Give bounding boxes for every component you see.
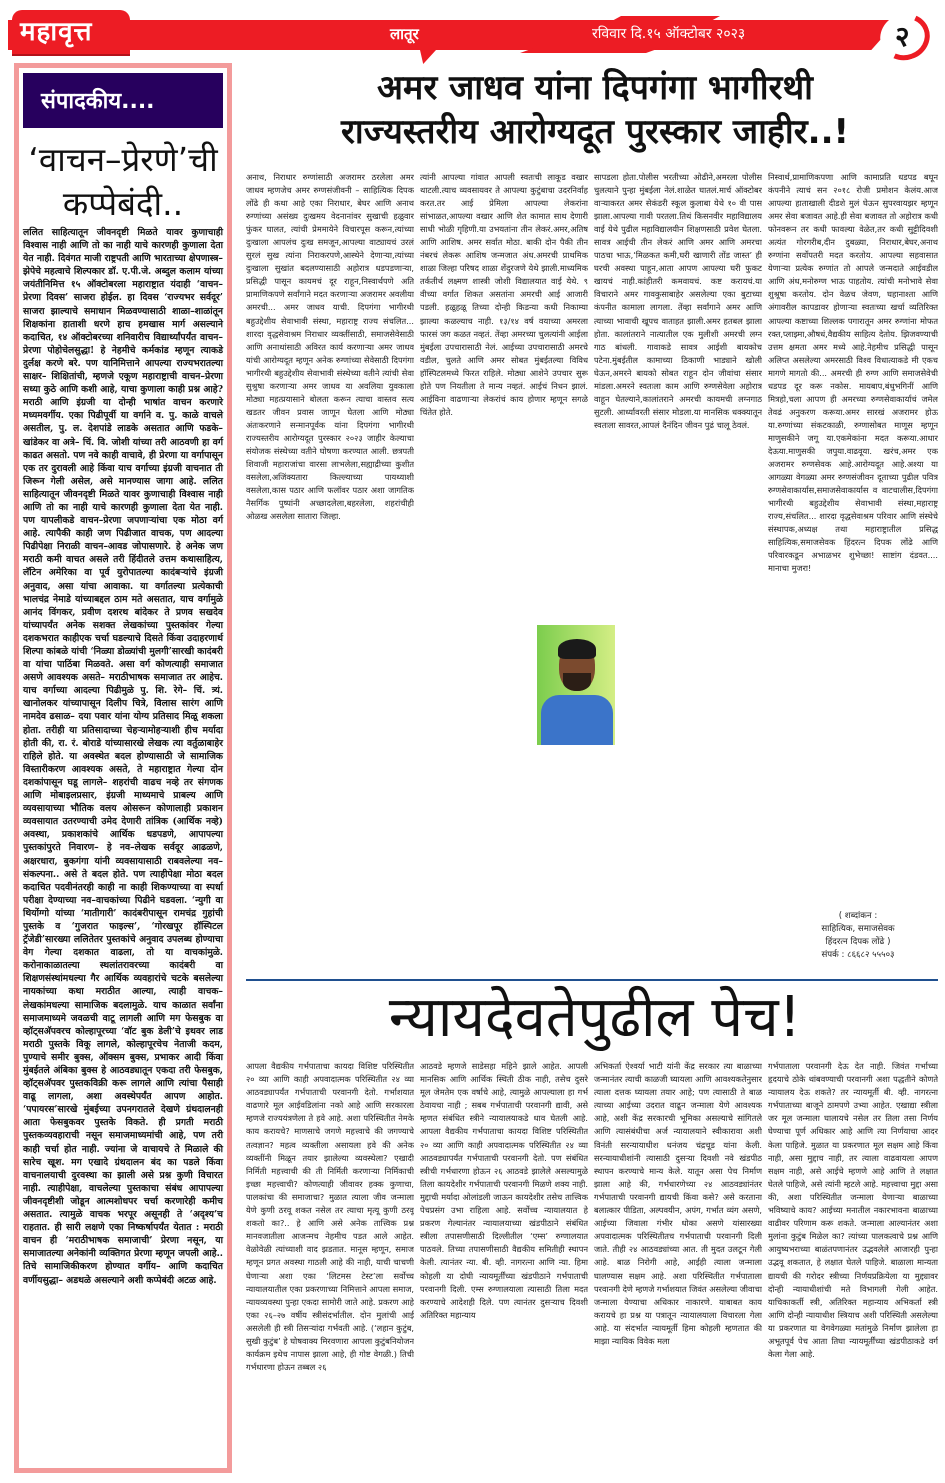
editorial-column [14, 63, 232, 1473]
page-number: २ [895, 20, 910, 53]
byline-contact: संपर्क : ८६६८२ ५५५०३ [821, 950, 895, 960]
newspaper-brand: महावृत्त [20, 17, 93, 47]
masthead-decor-stripe [610, 16, 720, 22]
photo-person-beard [563, 673, 591, 691]
main-article-column-3: सापडला होता.पोलीस भरतीच्या ओढीने,अमरला पोलीस चुलत्याने पुन्हा मुंबईला नेलं.शाळेत घातलं.मार्च ऑक्टोबर वाऱ्याकरत अमर सेकंडरी स्कूल कुलाबा येथे १० वी पास झाला.आपल्या गावी परतला.तिथं किसनवीर महाविद्यालय वाई येथे पुढील महाविद्यालयीन शिक्षणसाठी प्रवेश घेतला. सावत्र आईची तीन लेकरं आणि अमर आणि अमरचा पाठचा भाऊ,‘मिळकत कमी,घरी खाणारी तोंड जास्त’ ही घरची अवस्था पाहून,आता आपण आपल्या घरी फुकट खायचं नाही.कांहीतरी कमवायचं. कष्ट करायचं.या विचाराने अमर गावकुसाबाहेर असलेल्या एका बुटाच्या कंपनीत कामाला लागला. तेंव्हा सर्वांगाने अमर आणि त्याच्या भावाची खूपच वाताहत झाली.अमर हतबल झाला होता. कालांतराने नात्यातील एक मुलीशी अमरची लग्न गाठ बांधली. गावाकडे सावत्र आईशी बायकोच पटेना.मुंबईतील कामाच्या ठिकाणी भाड्याने खोली घेऊन,अमरने बायको सोबत राहून दोन जीवांचा संसार मांडला.अमरने स्वतःला काम आणि रुग्णसेवेला अहोरात्र वाहून घेतल्याने,कालांतराने अमरची कायमची लग्नगाठ सुटली. आर्ध्यावरती संसार मोडला.या मानसिक धक्क्यातून स्वतःला सावरत,आपलं दैनंदिन जीवन पुढं चालू ठेवलं. [594, 172, 762, 430]
second-article-column-3: अभिकर्ता ऐश्वर्या भाटी यांनी केंद्र सरकार त्या बाळाच्या जन्मानंतर त्याची काळजी घ्यायला आणि आवश्यकतेनुसार त्याला दत्तक घ्यायला तयार आहे; पण त्यासाठी ते बाळ त्याच्या आईच्या उदरात वाढून जन्माला येणे आवश्यक आहे, अशी केंद्र सरकारची भूमिका असल्याचे सांगितले आणि त्यासंबंधीचा अर्ज न्यायालयाने स्वीकारावा अशी विनंती सरन्यायाधीश धनंजय चंद्रचूड यांना केली. सरन्यायाधीशांनी त्यासाठी दुसऱ्या दिवशी नवे खंडपीठ स्थापन करण्याचे मान्य केले. यातून असा पेच निर्माण झाला आहे की, गर्भधारणेच्या २४ आठवड्यांनंतर गर्भपाताची परवानगी द्यायची किंवा कसे? असे करताना बलात्कार पीडिता, अल्पवयीन, अपंग, गर्भात व्यंग असणे, आईच्या जिवाला गंभीर धोका असणे यांसारख्या अपवादात्मक परिस्थितीतच गर्भपाताची परवानगी दिली जाते. तीही २४ आठवड्यांच्या आत. ती मुदत उलटून गेली आहे. बाळ निरोगी आहे, आईही त्याला जन्माला घालण्यास सक्षम आहे. अशा परिस्थितीत गर्भपाताला परवानगी देणे म्हणजे गर्भाशयात जिवंत असलेल्या जीवाचा जन्माला येण्याचा अधिकार नाकारणे. याबाबत काय करायचे हा प्रश्न या पत्रातून न्यायालयाला विचारला गेला आहे. या संदर्भात न्यायमूर्ती हिमा कोहली म्हणतात की माझा न्यायिक विवेक मला [594, 1061, 762, 1346]
photo-person-hair [558, 639, 596, 659]
masthead-decor-stripe [520, 48, 660, 53]
second-headline: न्यायदेवतेपुढील पेच! [388, 985, 802, 1050]
second-article-column-2: आठवडे म्हणजे साडेसहा महिने झाले आहेत. आपली मानसिक आणि आर्थिक स्थिती ठीक नाही, तसेच दुसरे मूल जेमतेम एक वर्षाचे आहे, त्यामुळे आपल्याला हा गर्भ ठेवायचा नाही ; सबब गर्भपाताची परवानगी द्यावी, असे म्हणत संबंधित स्त्रीने न्यायालयाकडे धाव घेतली आहे. आपला वैद्यकीय गर्भपाताचा कायदा विशिष्ट परिस्थितीत २० व्या आणि काही अपवादात्मक परिस्थितीत २४ व्या आठवड्यापर्यंत गर्भपाताची परवानगी देतो. पण संबंधित स्त्रीची गर्भधारणा होऊन २६ आठवडे झालेले असल्यामुळे तिला कायदेशीर गर्भपाताची परवानगी मिळणे शक्य नाही. मुद्दाची मर्यादा ओलांडली जाऊन कायदेशीर तसेच तात्त्विक पेचप्रसंग उभा राहिला आहे. सर्वोच्च न्यायालयात हे प्रकरण गेल्यानंतर न्यायालयाच्या खंडपीठाने संबंधित स्त्रीला तपासणीसाठी दिल्लीतील ‘एम्स’ रुग्णालयात पाठवले. तिच्या तपासणीसाठी वैद्यकीय समितीही स्थापन केली. त्यानंतर न्या. बी. व्ही. नागरत्ना आणि न्या. हिमा कोहली या दोघी न्यायमूर्तींच्या खंडपीठाने गर्भपाताची परवानगी दिली. एम्स रुग्णालयाला त्यासाठी तिला मदत करण्याचे आदेशही दिले. पण त्यानंतर दुसऱ्याच दिवशी अतिरिक्त महान्याय [420, 1061, 588, 1320]
photo-person-shirt [541, 695, 613, 745]
main-headline [250, 66, 940, 154]
byline-line2: साहित्यिक, समाजसेवक [821, 924, 895, 934]
main-article-column-4: निस्वार्थ,प्रामाणिकपणा आणि कामाप्रति धडपड बघून कंपनीने त्याचं सन २०१८ रोजी प्रमोशन केलंय.आज आपल्या हाताखाली दीडशे मुलं घेऊन सुपरवायझर म्हणून अमर सेवा बजावत आहे.ही सेवा बजावत तो अहोरात्र कधी फोनवरून तर कधी फावल्या वेळेत,तर कधी सुट्टीदिवशी अत्यंत गोरगरीब,दीन दुबळ्या, निराधार,बेघर,अनाथ रुग्णांना सर्वोपतरी मदत करतोय. आपल्या सहवासात येणाऱ्या प्रत्येक रुग्णांत तो आपले जन्मदाते आईवडील आणि अंध,मनोरुग्ण भाऊ पाहतोय. त्यांची मनोभावे सेवा शुश्रूषा करतोय. दोन वेळच जेवण, घहानाश्ता आणि अंगावरील कापडावर होणाऱ्या स्वतःच्या खर्चा व्यतिरिक्त आपल्या कष्टाच्या शिल्लक पगारातून अमर रुग्णांना मोफत रक्त,प्लाझ्मा,औषधं,वैद्यकीय साहित्य देतोय. झिजवण्याची उत्तम क्षमता अमर मध्ये आहे.नेहमीच प्रसिद्धी पासून अलिप्त असलेल्या अमरसाठी विश्व विधात्याकडे मी एकच मागणे मागतो की... अमरची ही रुग्ण आणि समाजसेवेची धडपड दूर करू नकोस. मायबाप,बंधुभगिनीं आणि मित्रहो,चला आपण ही अमरच्या रुग्णसेवाकार्याचं जमेल तेवढं अनुकरण करूया.अमर सारखं अजरामर होऊ या.रुग्णांच्या संकटकाळी, रुग्णासोबत माणूस म्हणून माणुसकीने जगू या.एकमेकांना मदत करूया.आधार देऊया.माणुसकी जपुया.वाढवूया. खरंच,अमर एक अजरामर रुग्णसेवक आहे.आरोग्यदूत आहे.अश्या या आगळ्या वेगळ्या अमर रुग्णसंजीवन दूताच्या पुढील पवित्र रुग्णसेवाकार्यास,समाजसेवाकार्यास व वाटचालीस,दिपगंगा भागीरथी बहुउद्देशीय सेवाभावी संस्था,महाराष्ट्र राज्य,संचलित... शारदा वृद्धसेवाश्रम परिवार आणि संस्थेचे संस्थापक,अध्यक्ष तथा महाराष्ट्रातील प्रसिद्ध साहित्यिक,समाजसेवक हिंदरत्न दिपक लोंढे आणि परिवारकडून अभाळभर शुभेच्छा! साष्टांग दंडवत.... मानाचा मुजरा! [768, 172, 938, 574]
masthead-red-band [8, 20, 898, 50]
byline-line3: हिंदरत्न दिपक लोंढे ) [825, 937, 891, 947]
byline-line1: ( शब्दांकन : [838, 911, 878, 921]
editorial-title-line1: ‘वाचन–प्रेरणे’ची [28, 140, 218, 179]
main-article-column-2-continued [420, 752, 588, 976]
masthead [0, 0, 945, 62]
edition-city: लातूर [390, 25, 419, 43]
main-headline-line2: राज्यस्तरीय आरोग्यदूत पुरस्कार जाहीर..! [340, 112, 849, 152]
second-article-column-4: गर्भपाताला परवानगी देऊ देत नाही. जिवंत गर्भाच्या हृदयाचे ठोके थांबवण्याची परवानगी अशा पद्धतीने कोणते न्यायालय देऊ शकते? तर न्यायमूर्ती बी. व्ही. नागरत्ना गर्भपाताच्या बाजूने ठामपणे उभ्या आहेत. एखाद्या स्त्रीला जर मूल जन्माला घालायचे नसेल तर तिला तसा निर्णय घेण्याचा पूर्ण अधिकार आहे आणि त्या निर्णयाचा आदर केला पाहिजे. मुळात या प्रकरणात मूल सक्षम आहे किंवा नाही, असा मुद्दाच नाही, तर त्याला वाढवायला आपण सक्षम नाही, असे आईचे म्हणणे आहे आणि ते लक्षात घेतले पाहिजे, असे त्यांनी म्हटले आहे. महत्त्वाचा मुद्दा असा की, अशा परिस्थितीत जन्माला येणाऱ्या बाळाच्या भविष्याचे काय? आईच्या मनातील नकारभावना बाळाच्या वाढीवर परिणाम करू शकते. जन्माला आल्यानंतर अशा मुलांना कुटुंब मिळेल का? त्यांच्या पालकत्वाचे प्रश्न आणि आयुष्यभराच्या बाळंतपणानंतर उद्भवलेले आजारही पुन्हा उद्भवू शकतात, हे लक्षात घेतले पाहिजे. बाळाला मान्यता द्यायची की गरोदर स्त्रीच्या निर्णयप्रक्रियेला या मुद्द्यावर दोन्ही न्यायाधीशांची मते विभागली गेली आहेत. याचिकाकर्ती स्त्री, अतिरिक्त महान्याय अभिकर्ता स्त्री आणि दोन्ही न्यायाधीश स्त्रियाच अशी परिस्थिती असलेल्या या प्रकरणात या वेगवेगळ्या मतांमुळे निर्माण झालेला हा अभूतपूर्व पेच आता तिघा न्यायमूर्तींच्या खंडपीठाकडे वर्ग केला गेला आहे. [768, 1061, 938, 1360]
section-divider [246, 979, 938, 981]
edition-date: रविवार दि.१५ ऑक्टोबर २०२३ [592, 26, 746, 42]
masthead-decor-stripe [420, 50, 436, 64]
main-headline-line1: अमर जाधव यांना दिपगंगा भागीरथी [377, 68, 813, 108]
amar-jadhav-photo [537, 625, 615, 745]
editorial-body: ललित साहित्यातून जीवनदृष्टी मिळते यावर कुणाचाही विश्वास नाही आणि तो का नाही याचे कारणही कुणाला देता येत नाही. दिवंगत माजी राष्ट्रपती आणि भारताच्या क्षेपणास्त्र–झेपेचे महत्वाचे शिल्पकार डॉ. ए.पी.जे. अब्दुल कलाम यांच्या जयंतीनिमित्त १५ ऑक्टोबरला महाराष्ट्रात यंदाही ‘वाचन–प्रेरणा दिवस’ साजरा होईल. हा दिवस ‘राज्यभर सर्वदूर’ साजरा झाल्याचे समाधान मिळवण्यासाठी शाळा–शाळांतून शिक्षकांना हाताशी धरणे हाच हमखास मार्ग असल्याने कदाचित, १४ ऑक्टोबरच्या शनिवारीच विद्यार्थ्यांपर्यंत वाचन–प्रेरणा पोहोचेलसुद्धा! हे नेहमीचे कर्मकांड म्हणून त्याकडे दुर्लक्ष करणे बरे. पण यानिमित्ताने आपल्या राज्यभरातल्या साक्षर– शिक्षितांची, म्हणजे एकूण महाराष्ट्राची वाचन–प्रेरणा सध्या कुठे आणि कशी आहे, याचा कुणाला काही प्रश्न आहे? मराठी आणि इंग्रजी या दोन्ही भाषांत वाचन करणारे मध्यमवर्गीय. एका पिढीपूर्वी या वर्गाने व. पु. काळे वाचले असतील, पु. ल. देशपांडे लाडके असतात आणि फडके–खांडेकर वा अत्रे– चिं. वि. जोशी यांच्या तरी आठवणी हा वर्ग काढत असतो. पण नवे काही वाचावे, ही प्रेरणा या वर्गापासून एक तर दुरावली आहे किंवा याच वर्गाच्या इंग्रजी वाचनात ती जिरून गेली असेल, असे मानण्यास जागा आहे. ललित साहित्यातून जीवनदृष्टी मिळते यावर कुणाचाही विश्वास नाही आणि तो का नाही याचे कारणही कुणाला देता येत नाही. पण यापलीकडे वाचन–प्रेरणा जपणाऱ्यांचा एक मोठा वर्ग आहे. त्यापैकी काही जण पिढीजात वाचक, पण आदल्या पिढीपेक्षा निराळी वाचन–आवड जोपासणारे. हे अनेक जण मराठी कमी वाचत असले तरी हिंदीतले उत्तम कथासाहित्य, लॅटिन अमेरिका वा पूर्व युरोपातल्या कादंबऱ्यांचे इंग्रजी अनुवाद, असा यांचा आवाका. या वर्गातल्या प्रत्येकाची भालचंद्र नेमाडे यांच्याबद्दल ठाम मते असतात, याच वर्गामुळे आनंद विंगकर, प्रवीण दशरथ बांदेकर ते प्रणव सखदेव यांच्यापर्यंत अनेक सशक्त लेखकांच्या पुस्तकांवर गेल्या दशकभरात काहीएक चर्चा घडल्याचे दिसते किंवा उदाहरणार्थ शिल्पा कांबळे यांची ‘निळ्या डोळ्यांची मुलगी’सारखी कादंबरी वा यांचा पाठिंबा मिळवते. असा वर्ग कोणत्याही समाजात असणे आवश्यक असते– मराठीभाषक समाजात तर आहेच. याच वर्गाच्या आदल्या पिढीमुळे पु. शि. रेगे– चिं. त्र्यं. खानोलकर यांच्यापासून दिलीप चित्रे, विलास सारंग आणि नामदेव ढसाळ– दया पवार यांना योग्य प्रतिसाद मिळू शकला होता. तरीही या प्रतिसादाच्या चेहऱ्यामोहऱ्याशी हीच मर्यादा होती की, रा. रं. बोराडे यांच्यासारखे लेखक त्या वर्तुळाबाहेर राहिले होते. या अवस्थेत बदल होण्यासाठी जे सामाजिक विस्तारीकरण आवश्यक असते, ते महाराष्ट्रात गेल्या दोन दशकांपासून घडू लागले– शहरांची वाढच नव्हे तर संगणक आणि मोबाइलप्रसार, इंग्रजी माध्यमाचे प्राबल्य आणि व्यवसायाच्या भौतिक वलय ओसरून कोणालाही प्रकाशन व्यवसायात उतरण्याची उमेद देणारी तांत्रिक (आर्थिक नव्हे) अवस्था, प्रकाशकांचे आर्थिक धडपडणे, आपापल्या पुस्तकांपुरते निवारण– हे नव–लेखक सर्वदूर आढळणे, अक्षरधारा, बुकगंगा यांनी व्यवसायासाठी राबवलेल्या नव–संकल्पना.. असे ते बदल होते. पण त्याहीपेक्षा मोठा बदल कदाचित पदवीनंतरही काही ना काही शिकण्याच्या वा स्पर्धा परीक्षा देण्याच्या नव–वाचकांच्या पिढीने घडवला. ‘न्युगी वा थियोंग्गो यांच्या ‘मातीगारी’ कादंबरीपासून रामचंद्र गुहांची पुस्तके व ‘गुजरात फाइल्स’, ‘गोरखपूर हॉस्पिटल ट्रॅजेडी’सारख्या ललितेतर पुस्तकांचे अनुवाद उपलब्ध होण्याचा वेग गेल्या दशकात वाढला, तो या वाचकांमुळे. करोनाकाळातल्या स्थलांतरावरच्या कादंबरी वा शिक्षणसंस्थांमधल्या गैर आर्थिक व्यवहारांचे चटके बसलेल्या नायकांच्या कथा मराठीत आल्या, त्याही वाचक–लेखकांमधल्या सामाजिक बदलामुळे. याच काळात सर्वांना समाजमाध्यमे जवळची वाटू लागली आणि मग फेसबुक वा व्हॉट्सअ‍ॅपवरच कोल्हापूरच्या ‘वॉट बुक डेली’चे इथवर लाड मराठी पुस्तके विकू लागले, कोल्हापूरचेच नेताजी कदम, पुण्याचे समीर बुक्स, ऑक्सम बुक्स, प्रभाकर आदी किंवा मुंबईतले अंबिका बुक्स हे आठवड्यातून एकदा तरी फेसबुक, व्हॉट्सअ‍ॅपवर पुस्तकविक्री करू लागले आणि त्यांचा पैसाही वाढू लागला, अशा अवस्थेपर्यंत आपण आहोत. ‘पपायरस’सारखे मुंबईच्या उपनगरातले देखणे ग्रंथदालनही आता फेसबुकवर पुस्तके विकते. ही प्रगती मराठी पुस्तकव्यवहाराची नसून समाजमाध्यमांची आहे, पण तरी काही चर्चा होत नाही. ज्यांना जे वाचायचे ते मिळाले की सारेच खूश. मग एखादे ग्रंथदालन बंद का पडले किंवा वाचनालयाची दुरवस्था का झाली असे प्रश्न कुणी विचारत नाही. त्याहीपेक्षा, वाचलेल्या पुस्तकाचा संबंध आपापल्या जीवनदृष्टीशी जोडून आत्मशोधपर चर्चा करणारेही कमीच असतात. त्यामुळे वाचक भरपूर असूनही ते ‘अदृश्य’च राहतात. ही सारी लक्षणे एका निष्कर्षापर्यंत येतात : मराठी वाचन ही ‘मराठीभाषक समाजाची’ प्रेरणा नसून, या समाजातल्या अनेकांनी व्यक्तिगत प्रेरणा म्हणून जपली आहे.. तिचे सामाजिकीकरण होण्यात वर्गीय– आणि कदाचित वर्णीयसुद्धा– अडथळे असल्याने अशी कप्पेबंदी अटळ आहे. [23, 227, 223, 1286]
second-article-column-1: आपला वैद्यकीय गर्भपाताचा कायदा विशिष्ट परिस्थितीत २० व्या आणि काही अपवादात्मक परिस्थितीत २४ व्या आठवड्यापर्यंत गर्भपाताची परवानगी देतो. गर्भाशयात वाढणारे मूल आईवडिलांना नको आहे आणि सरकारला म्हणजे राज्ययंत्रणेला ते हवे आहे. अशा परिस्थितीत नेमके काय करायचे? माणसाचे जगणे महत्त्वाचे की जगण्याचे तत्वज्ञान? महत्व व्यक्तीला असायला हवे की अनेक व्यक्तींनी मिळून तयार झालेल्या व्यवस्थेला? एखादी निर्मिती महत्त्वाची की ती निर्मिती करणाऱ्या निर्मिकाची इच्छा महत्त्वाची? कोणत्याही जीवावर हक्क कुणाचा, पालकांचा की समाजाचा? मुळात त्याला जीव जन्माला येणे कुणी ठरवू शकत नसेल तर त्याचा मृत्यू कुणी ठरवू शकतो का?.. हे आणि असे अनेक तात्त्विक प्रश्न मानवजातीला आजन्मच नेहमीच पडत आले आहेत. वेळोवेळी त्यांच्याशी वाद झडतात. मानूस म्हणून, समाज म्हणून प्रगत अवस्था गाठली आहे की नाही, याची चाचणी घेणाऱ्या अशा एका ‘लिटमस टेस्ट’ला सर्वोच्च न्यायालयातील एका प्रकरणाच्या निमित्ताने आपला समाज, न्यायव्यवस्था पुन्हा एकदा सामोरी जाते आहे. प्रकरण आहे एका २६–२७ वर्षीय स्त्रीसंदर्भातील. दोन मुलांची आई असलेली ही स्त्री तिसऱ्यांदा गर्भवती आहे. (‘लहान कुटुंब, सुखी कुटुंब’ हे घोषवाक्य मिरवणारा आपला कुटुंबनियोजन कार्यक्रम इथेच नापास झाला आहे, ही गोष्ट वेगळी.) तिची गर्भधारणा होऊन तब्बल २६ [246, 1061, 414, 1373]
main-article-column-2: त्यांनी आपल्या गांवात आपली स्वतःची लाकूड वखार थाटली.त्याच व्यवसायवर ते आपल्या कुटुंबाचा उदरनिर्वाह करत.तर आई प्रेमिला आपल्या लेकरांना सांभाळत,आपल्या वखार आणि शेत कामात साथ देणारी साधी भोळी गृहिणी.या उभयतांना तीन लेकरं.अमर,अतिष आणि आशिष. अमर सर्वात मोठा. बाकी दोन पैकी तीन नंबरचं लेकरू आशिष जन्मजात अंध.अमरची प्राथमिक शाळा जिल्हा परिषद शाळा शेंदुरजणे येथे झाली.माध्यमिक तर्कतीर्थ लक्ष्मण शास्त्री जोशी विद्यालयात वाई येथे. ९ वीच्या वर्गात शिकत असतांना अमरची आई आजारी पडली. हळूहळू तिच्या दोन्ही किडन्या कधी निकाम्या झाल्या कळल्याच नाही. १३/१४ वर्ष वयाच्या अमरला फारसं जग कळत नव्हतं. तेंव्हा अमरच्या चुलत्यांनी आईला मुंबईला उपचारासाठी नेलं. आईच्या उपचारासाठी अमरचे वडील, चुलते आणि अमर सोबत मुंबईतल्या विविध हॉस्पिटलमध्ये फिरत राहिले. मोठ्या आशेने उपचार सुरू होते पण नियतीला ते मान्य नव्हतं. आईचं निधन झालं. आईविना वाढणाऱ्या लेकरांचं काय होणार म्हणून सगळे चिंतेत होते. [420, 172, 588, 417]
editorial-title [19, 138, 227, 226]
article-byline [778, 910, 938, 962]
editorial-title-line2: कप्पेबंदी.. [62, 184, 184, 223]
editorial-section-label: संपादकीय.... [41, 89, 155, 114]
main-article-column-1: अनाथ, निराधार रुग्णांसाठी अजरामर ठरलेला अमर जाधव म्हणजेच अमर रुग्णसंजीवनी – साहित्यिक दिपक लोंढे ही कथा आहे एका निराधार, बेघर आणि अनाथ रुग्णांच्या असंख्य दुःखमय वेदनानांवर सुखाची हळुवार फुंकर घालत, त्यांची प्रेममायेने विचारपूस करून,त्यांच्या दुःखाला आपलंच दुःख समजून,आपल्या वाट्यायचं उरलं सुरलं सुख त्यांना निराकरपणे,आस्थेने देणाऱ्या,त्यांच्या दुःखाला सुखांत बदलण्यासाठी अहोरात्र धडपडणाऱ्या, प्रसिद्धी पासून कायमचं दूर राहून,निस्वार्थपणे अति प्रामाणिकपणे सर्वांगाने मदत करणाऱ्या अजरामर अवलीया अमरची... अमर जाधव याची. दिपगंगा भागीरथी बहुउद्देशीय सेवाभावी संस्था, महाराष्ट्र राज्य संचलित... शारदा वृद्धसेवाश्रम निराधार व्यक्तींसाठी, समाजसेवेसाठी आणि अनाथांसाठी अविरत कार्य करणाऱ्या अमर जाधव यांची आरोग्यदूत म्हणून अनेक रुग्णांच्या सेवेसाठी दिपगंगा भागीरथी बहुउद्देशीय सेवाभावी संस्थेच्या वतीने त्यांची सेवा सुश्रुषा करणाऱ्या अमर जाधव या अवलिया युवकाला मोठ्या महत्प्रयासाने बोलता करून त्याचा वास्तव सत्य खडतर जीवन प्रवास जाणून घेतला आणि मोठ्या अंतःकरणाने सन्मानपूर्वक यांना दिपगंगा भागीरथी राज्यस्तरीय आरोग्यदूत पुरस्कार २०२३ जाहीर केल्याचा संयोजक संस्थेच्या वतीने घोषणा करण्यात आली. छत्रपती शिवाजी महाराजांचा वारसा लाभलेला,सह्याद्रीच्या कुशीत वसलेला,अजिंक्यतारा किल्ल्याच्या पायथ्याशी वसलेला,कास पठार आणि फलॉवर पठार अशा जागतिक नैसर्गिक पुष्पांनी अच्छादलेला,बहरलेला, शहरांचीही ओळख असलेला सातारा जिल्हा. [246, 172, 414, 522]
editorial-section-header [23, 73, 223, 128]
